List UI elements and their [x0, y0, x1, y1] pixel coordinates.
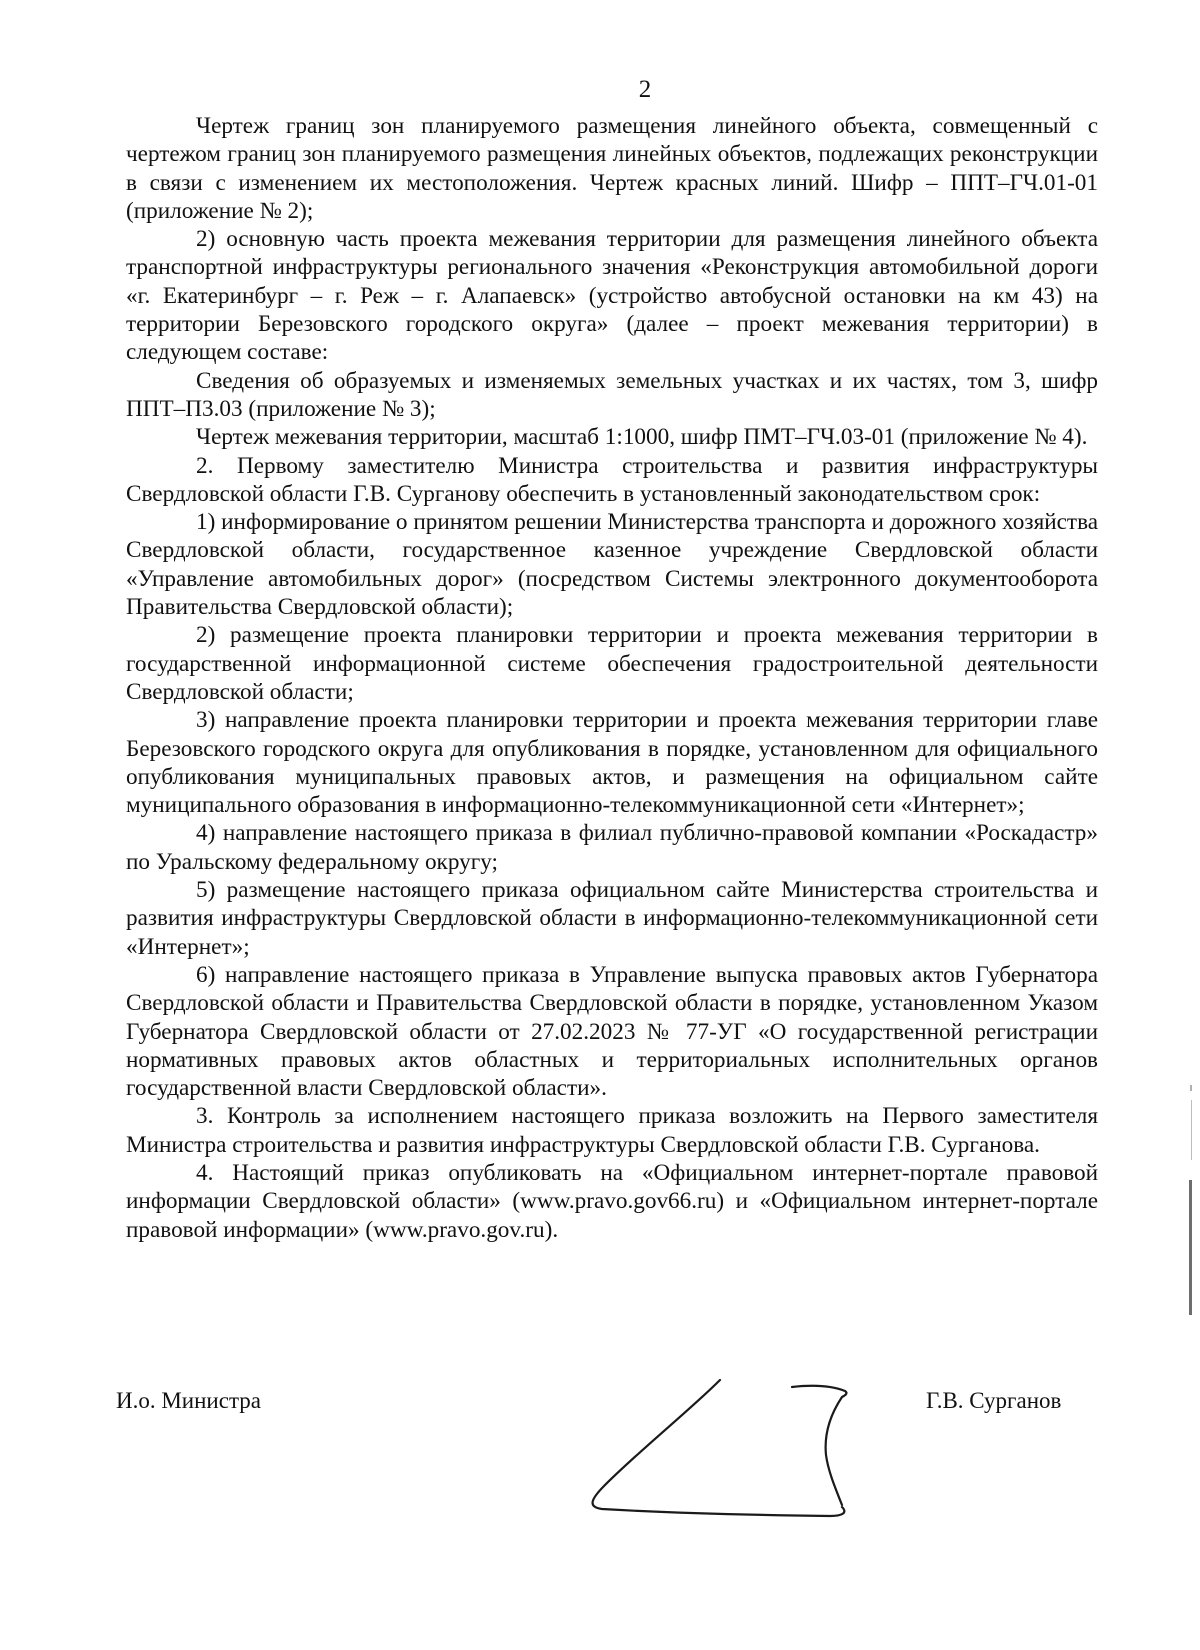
signatory-position: И.о. Министра [116, 1388, 261, 1413]
scan-edge-mark [1191, 1100, 1192, 1160]
paragraph-duty-1-informing: 1) информирование о принятом решении Министерства транспорта и дорожного хозяйства Свердловской области, государственное казенное учреждение Свердловской области «Управление автомобильных дорог» (посредством Системы электронного документооборота Правительства Свердловской области); [126, 509, 1098, 621]
paragraph-item-4-publish: 4. Настоящий приказ опубликовать на «Официальном интернет-портале правовой информации Свердловской области» (www.pravo.gov66.ru) и «Официальном интернет-портале правовой информации» (www.pravo.gov.ru). [126, 1159, 1098, 1243]
paragraph-land-plots-info: Сведения об образуемых и изменяемых земельных участках и их частях, том 3, шифр ППТ–П3.03 (приложение № 3); [126, 367, 1098, 422]
paragraph-duty-5-website: 5) размещение настоящего приказа официальном сайте Министерства строительства и развития инфраструктуры Свердловской области в информационно-телекоммуникационной сети «Интернет»; [126, 877, 1098, 960]
paragraph-duty-6-legal-acts: 6) направление настоящего приказа в Управление выпуска правовых актов Губернатора Свердловской области и Правительства Свердловской области в порядке, установленном Указом Губернатора Свердловской области от 27.02.2023 № 77-УГ «О государственной регистрации нормативных правовых актов областных и территориальных исполнительных органов государственной власти Свердловской области». [126, 961, 1098, 1102]
scan-edge-mark [1189, 1180, 1192, 1315]
paragraph-duty-2-placement: 2) размещение проекта планировки территории и проекта межевания территории в государственной информационной системе обеспечения градостроительной деятельности Свердловской области; [126, 622, 1098, 705]
signatory-name: Г.В. Сурганов [926, 1388, 1062, 1413]
paragraph-item-3-control: 3. Контроль за исполнением настоящего приказа возложить на Первого заместителя Министра строительства и развития инфраструктуры Свердловской области Г.В. Сурганова. [126, 1103, 1098, 1158]
page-number: 2 [638, 76, 652, 103]
document-body [126, 112, 1098, 1244]
paragraph-surveying-drawing: Чертеж межевания территории, масштаб 1:1000, шифр ПМТ–ГЧ.03-01 (приложение № 4). [196, 424, 1088, 451]
paragraph-duty-4-roskadastr: 4) направление настоящего приказа в филиал публично-правовой компании «Роскадастр» по Уральскому федеральному округу; [126, 820, 1098, 875]
paragraph-item-2-duties: 2. Первому заместителю Министра строительства и развития инфраструктуры Свердловской области Г.В. Сурганову обеспечить в установленный законодательством срок: [126, 452, 1098, 507]
scan-edge-mark [1190, 1085, 1192, 1091]
handwritten-signature [580, 1375, 880, 1520]
paragraph-duty-3-direction: 3) направление проекта планировки территории и проекта межевания территории главе Березовского городского округа для опубликования в порядке, установленном для официального опубликования муниципальных правовых актов, и размещения на официальном сайте муниципального образования в информационно-телекоммуникационной сети «Интернет»; [126, 707, 1098, 819]
paragraph-surveying-project: 2) основную часть проекта межевания территории для размещения линейного объекта транспортной инфраструктуры регионального значения «Реконструкция автомобильной дороги «г. Екатеринбург – г. Реж – г. Алапаевск» (устройство автобусной остановки на км 43) на территории Березовского городского округа» (далее – проект межевания территории) в следующем составе: [126, 226, 1098, 366]
paragraph-drawing-boundaries: Чертеж границ зон планируемого размещения линейного объекта, совмещенный с чертежом границ зон планируемого размещения линейных объектов, подлежащих реконструкции в связи с изменением их местоположения. Чертеж красных линий. Шифр – ППТ–ГЧ.01-01 (приложение № 2); [126, 113, 1098, 224]
